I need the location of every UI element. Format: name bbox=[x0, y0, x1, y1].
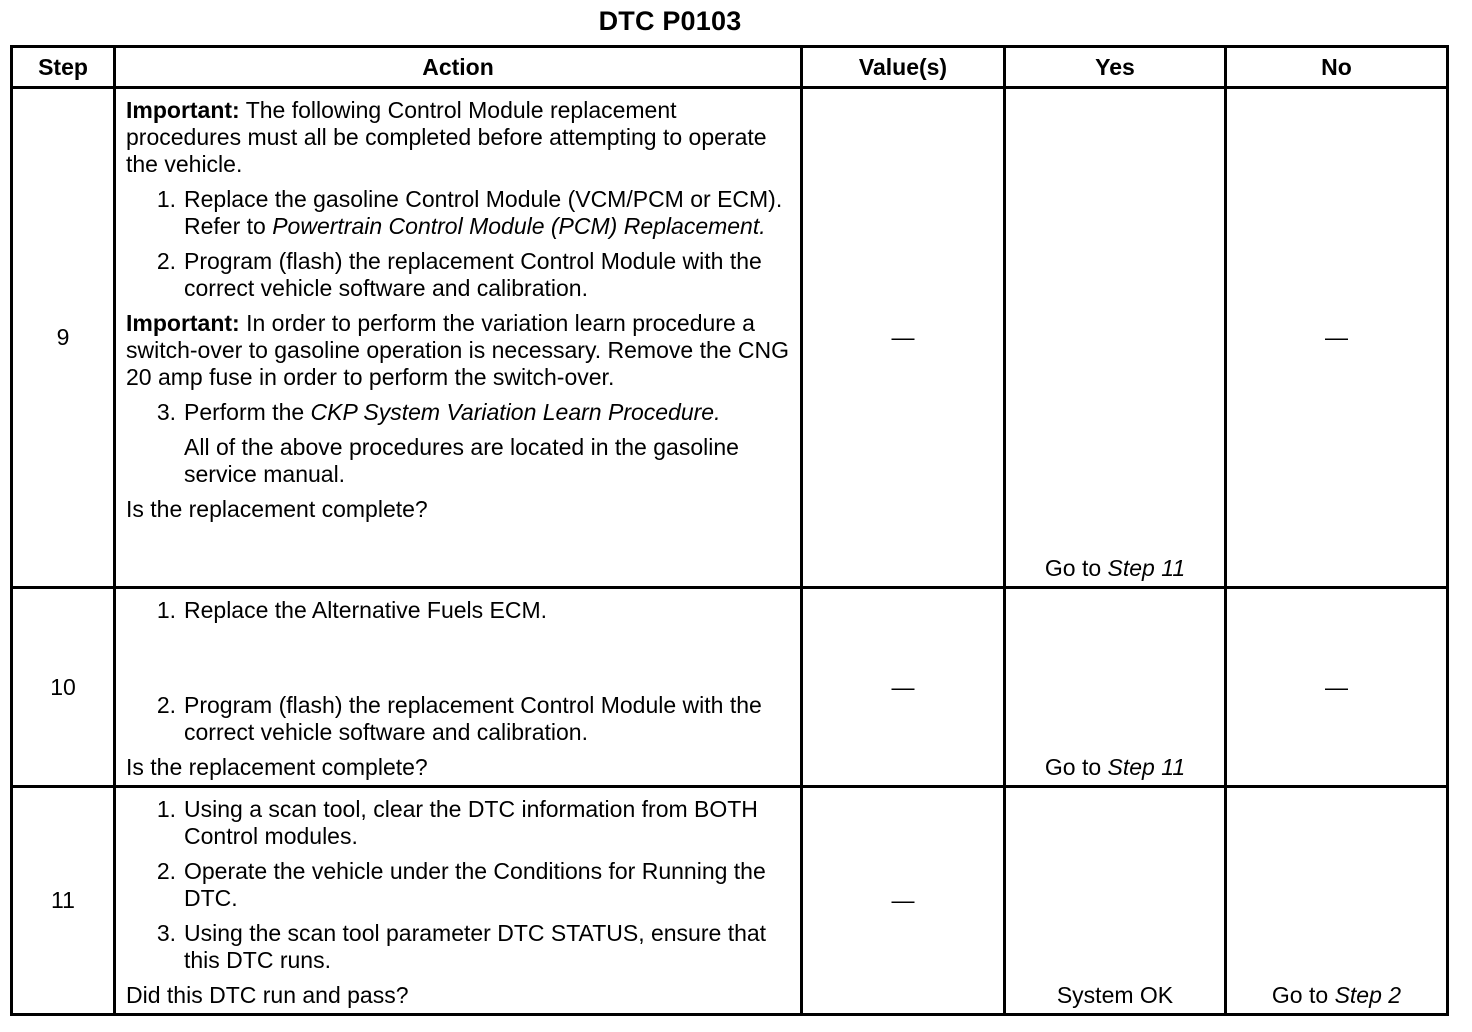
important-note bbox=[126, 97, 790, 178]
no-cell bbox=[1226, 787, 1448, 1015]
no-prefix: Go to bbox=[1271, 982, 1335, 1008]
list-item bbox=[126, 920, 790, 974]
list-item bbox=[126, 858, 790, 912]
document-title: DTC P0103 bbox=[598, 6, 742, 36]
yes-cell bbox=[1005, 88, 1226, 588]
list-number: 1. bbox=[156, 186, 176, 212]
yes-cell: System OK bbox=[1005, 787, 1226, 1015]
header-step: Step bbox=[12, 47, 115, 88]
procedure-note: All of the above procedures are located in the gasoline service manual. bbox=[184, 434, 739, 487]
procedure-reference: CKP System Variation Learn Procedure. bbox=[310, 399, 721, 425]
action-cell bbox=[115, 88, 802, 588]
list-text: Replace the Alternative Fuels ECM. bbox=[184, 597, 548, 623]
procedure-reference: Powertrain Control Module (PCM) Replacement. bbox=[272, 213, 766, 239]
table-row-step-9 bbox=[12, 88, 1448, 588]
list-item bbox=[126, 186, 790, 240]
question-text: Is the replacement complete? bbox=[126, 754, 428, 780]
table-row-step-10 bbox=[12, 588, 1448, 787]
list-item bbox=[126, 796, 790, 850]
header-values: Value(s) bbox=[802, 47, 1005, 88]
list-text-body: Replace the gasoline Control Module (VCM/PCM or ECM). Refer to bbox=[184, 186, 783, 239]
no-cell: — bbox=[1226, 88, 1448, 588]
question-text: Did this DTC run and pass? bbox=[126, 982, 409, 1008]
list-item bbox=[126, 248, 790, 302]
dtc-table bbox=[10, 45, 1449, 1016]
value-cell: — bbox=[802, 88, 1005, 588]
step-link[interactable]: Step 2 bbox=[1334, 982, 1402, 1008]
list-number: 2. bbox=[156, 248, 176, 274]
header-no: No bbox=[1226, 47, 1448, 88]
important-text: In order to perform the variation learn procedure a switch-over to gasoline operation is necessary. Remove the CNG 20 amp fuse in order to perform the switch-over. bbox=[126, 310, 790, 390]
question-text: Is the replacement complete? bbox=[126, 496, 428, 522]
list-number: 2. bbox=[156, 692, 176, 718]
list-text: Program (flash) the replacement Control Module with the correct vehicle software and calibration. bbox=[184, 248, 762, 301]
important-label: Important: bbox=[126, 310, 240, 336]
yes-prefix: Go to bbox=[1044, 754, 1108, 780]
list-item bbox=[126, 692, 790, 746]
list-text bbox=[184, 186, 790, 240]
list-number: 3. bbox=[156, 920, 176, 946]
list-number: 1. bbox=[156, 597, 176, 623]
list-text: Operate the vehicle under the Conditions for Running the DTC. bbox=[184, 858, 766, 911]
list-text: Using the scan tool parameter DTC STATUS, ensure that this DTC runs. bbox=[184, 920, 767, 973]
step-number: 11 bbox=[12, 787, 115, 1015]
list-number: 3. bbox=[156, 399, 176, 425]
list-item bbox=[126, 597, 790, 624]
header-yes: Yes bbox=[1005, 47, 1226, 88]
list-number: 2. bbox=[156, 858, 176, 884]
important-text: The following Control Module replacement procedures must all be completed before attempting to operate the vehicle. bbox=[126, 97, 767, 177]
step-link[interactable]: Step 11 bbox=[1107, 754, 1186, 780]
spacer bbox=[126, 632, 790, 692]
header-action: Action bbox=[115, 47, 802, 88]
list-text: Program (flash) the replacement Control Module with the correct vehicle software and calibration. bbox=[184, 692, 762, 745]
step-link[interactable]: Step 11 bbox=[1107, 555, 1186, 581]
list-text-body: Perform the bbox=[184, 399, 311, 425]
step-number: 9 bbox=[12, 88, 115, 588]
list-text bbox=[184, 399, 790, 426]
value-cell: — bbox=[802, 588, 1005, 787]
yes-prefix: Go to bbox=[1044, 555, 1108, 581]
list-item bbox=[126, 399, 790, 426]
action-cell bbox=[115, 787, 802, 1015]
yes-cell bbox=[1005, 588, 1226, 787]
important-note bbox=[126, 310, 790, 391]
list-text: Using a scan tool, clear the DTC information from BOTH Control modules. bbox=[184, 796, 758, 849]
value-cell: — bbox=[802, 787, 1005, 1015]
action-cell bbox=[115, 588, 802, 787]
table-row-step-11 bbox=[12, 787, 1448, 1015]
list-number: 1. bbox=[156, 796, 176, 822]
important-label: Important: bbox=[126, 97, 240, 123]
no-cell: — bbox=[1226, 588, 1448, 787]
step-number: 10 bbox=[12, 588, 115, 787]
header-row bbox=[12, 47, 1448, 88]
